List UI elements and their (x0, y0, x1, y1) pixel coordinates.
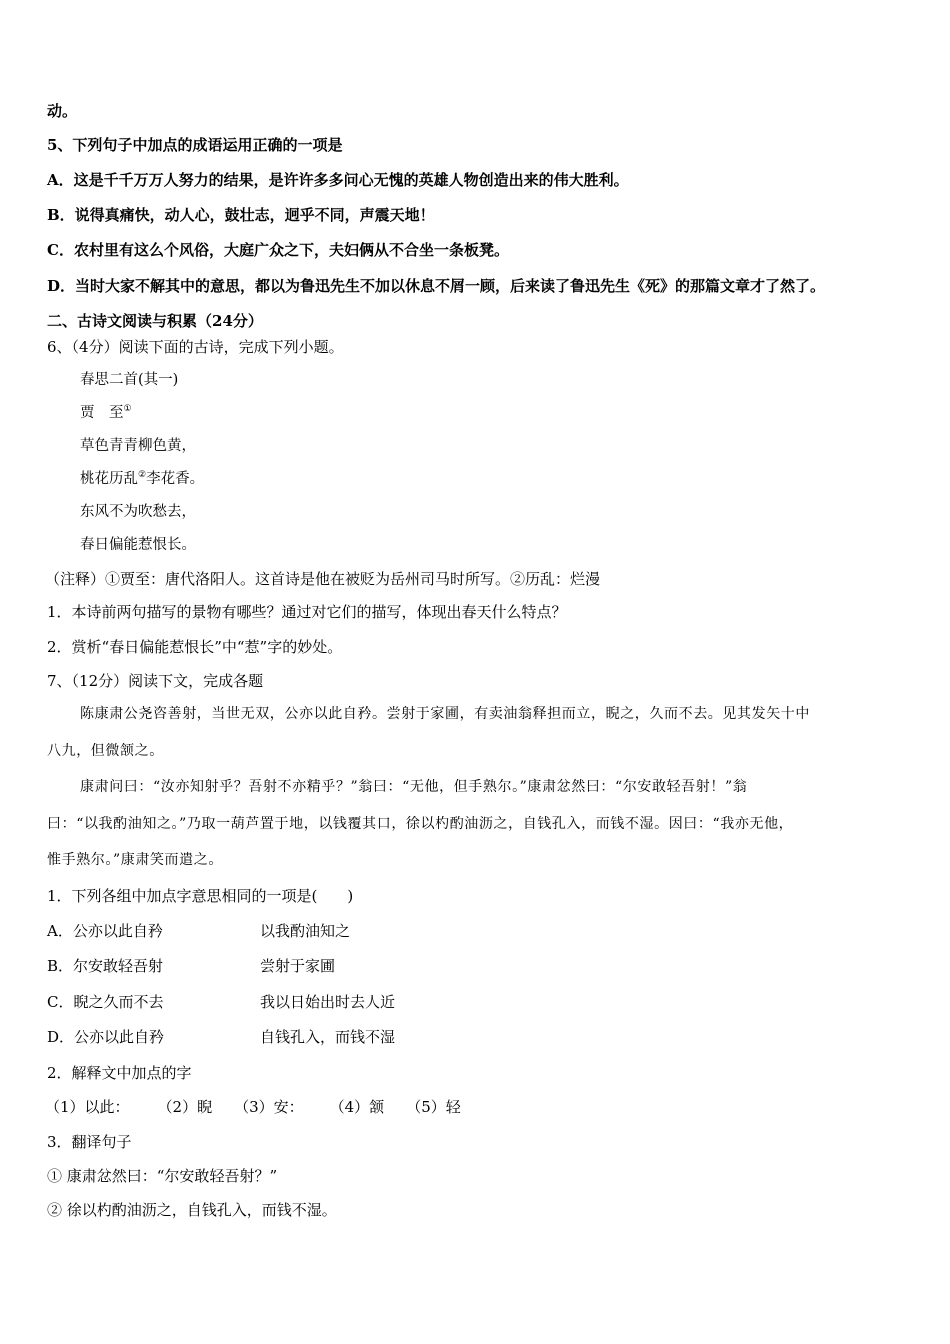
option-d-left: D．公亦以此自矜 (47, 1028, 165, 1046)
passage-p2-line-3: 惟手熟尔。”康肃笑而遣之。 (47, 852, 223, 868)
word-1: （1）以此： (45, 1098, 130, 1116)
question-6-sub-2: 2．赏析“春日偏能惹恨长”中“惹”字的妙处。 (47, 638, 343, 656)
question-7-sub-1: 1．下列各组中加点字意思相同的一项是( ) (47, 887, 354, 905)
word-list (45, 1097, 461, 1117)
continuation-text: 动。 (47, 102, 78, 120)
option-a-right: 以我酌油知之 (260, 922, 351, 940)
question-5-option-c: C．农村里有这么个风俗，大庭广众之下，夫妇俩从不合坐一条板凳。 (47, 241, 509, 259)
question-5-stem: 5、下列句子中加点的成语运用正确的一项是 (47, 136, 343, 154)
translate-sentence-1: ① 康肃忿然曰：“尔安敢轻吾射？” (47, 1167, 278, 1185)
poem-title: 春思二首(其一) (80, 372, 179, 388)
option-b-right: 尝射于家圃 (260, 957, 336, 975)
poem-line-2-b: 李花香。 (146, 471, 205, 487)
question-5-option-a: A．这是千千万万人努力的结果，是许许多多问心无愧的英雄人物创造出来的伟大胜利。 (47, 171, 629, 189)
passage-p2-line-2: 曰：“以我酌油知之。”乃取一葫芦置于地，以钱覆其口，徐以杓酌油沥之，自钱孔入，而钱不湿。因曰：“我亦无他， (47, 816, 794, 832)
translate-sentence-2: ② 徐以杓酌油沥之，自钱孔入，而钱不湿。 (47, 1201, 337, 1219)
poem-author (80, 403, 132, 423)
question-5-option-d: D．当时大家不解其中的意思，都以为鲁迅先生不加以休息不屑一顾，后来读了鲁迅先生《死》的那篇文章才了然了。 (47, 277, 826, 295)
question-7-stem: 7、（12分）阅读下文，完成各题 (47, 672, 264, 690)
passage-p1-line-1: 陈康肃公尧咨善射，当世无双，公亦以此自矜。尝射于家圃，有卖油翁释担而立，睨之，久而不去。见其发矢十中 (80, 706, 810, 722)
poem-line-3: 东风不为吹愁去， (80, 504, 196, 520)
poem-line-1: 草色青青柳色黄， (80, 438, 196, 454)
poem-line-4: 春日偏能惹恨长。 (80, 537, 196, 553)
option-b-left: B．尔安敢轻吾射 (47, 957, 164, 975)
question-6-sub-1: 1．本诗前两句描写的景物有哪些？通过对它们的描写，体现出春天什么特点？ (47, 603, 567, 621)
poem-author-name: 贾 至 (80, 405, 124, 421)
question-6-stem: 6、（4分）阅读下面的古诗，完成下列小题。 (47, 338, 344, 356)
question-5-option-b: B．说得真痛快，动人心，鼓壮志，迥乎不同，声震天地！ (47, 206, 435, 224)
poem-line-2-a: 桃花历乱 (80, 471, 138, 487)
word-5: （5）轻 (406, 1098, 461, 1116)
word-3: （3）安： (234, 1098, 304, 1116)
option-d-right: 自钱孔入，而钱不湿 (260, 1028, 396, 1046)
question-7-sub-3: 3．翻译句子 (47, 1133, 132, 1151)
section-2-heading: 二、古诗文阅读与积累（24分） (47, 312, 263, 330)
option-c-left: C．睨之久而不去 (47, 993, 164, 1011)
word-4: （4）颔 (329, 1098, 385, 1116)
author-footnote-mark: ① (123, 404, 132, 414)
option-a-left: A．公亦以此自矜 (47, 922, 163, 940)
option-c-right: 我以日始出时去人近 (260, 993, 396, 1011)
word-2: （2）睨 (157, 1098, 213, 1116)
passage-p1-line-2: 八九，但微颔之。 (47, 743, 164, 759)
passage-p2-line-1: 康肃问曰：“汝亦知射乎？吾射不亦精乎？”翁曰：“无他，但手熟尔。”康肃忿然曰：“尔安敢轻吾射！”翁 (80, 779, 748, 795)
line-footnote-mark: ② (138, 470, 147, 480)
question-7-sub-2: 2．解释文中加点的字 (47, 1064, 192, 1082)
poem-annotation: （注释）①贾至：唐代洛阳人。这首诗是他在被贬为岳州司马时所写。②历乱：烂漫 (45, 570, 601, 588)
poem-line-2 (80, 469, 204, 489)
